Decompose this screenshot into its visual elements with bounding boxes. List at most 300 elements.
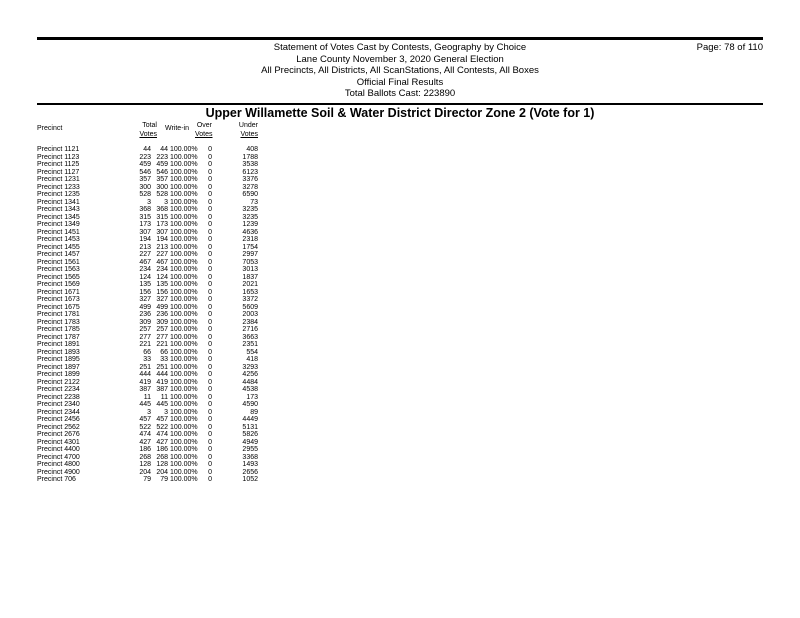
total-votes-cell: 474 bbox=[139, 431, 151, 438]
writein-votes-cell: 368 bbox=[156, 206, 168, 213]
writein-votes-cell: 186 bbox=[156, 446, 168, 453]
writein-percent-cell: 100.00% bbox=[170, 281, 198, 288]
precinct-cell: Precinct 1233 bbox=[37, 183, 80, 191]
table-row bbox=[37, 341, 337, 349]
total-votes-cell: 268 bbox=[139, 453, 151, 461]
over-votes-cell: 0 bbox=[208, 386, 212, 393]
over-votes-cell: 0 bbox=[208, 416, 212, 423]
total-votes-cell: 251 bbox=[139, 363, 151, 371]
total-votes-cell: 327 bbox=[139, 296, 151, 303]
under-votes-cell: 4484 bbox=[242, 378, 258, 386]
writein-percent-cell: 100.00% bbox=[170, 326, 198, 333]
table-row bbox=[37, 431, 337, 439]
total-votes-cell: 546 bbox=[139, 168, 151, 176]
over-votes-cell: 0 bbox=[208, 461, 212, 468]
col-header-over bbox=[195, 122, 212, 139]
precinct-cell: Precinct 1121 bbox=[37, 146, 80, 153]
total-votes-cell: 467 bbox=[139, 258, 151, 266]
precinct-cell: Precinct 2238 bbox=[37, 393, 80, 401]
total-votes-cell: 528 bbox=[139, 191, 151, 198]
precinct-cell: Precinct 2122 bbox=[37, 378, 80, 386]
total-votes-cell: 236 bbox=[139, 311, 151, 318]
precinct-cell: Precinct 1345 bbox=[37, 213, 80, 221]
total-votes-cell: 457 bbox=[139, 416, 151, 423]
writein-votes-cell: 444 bbox=[156, 371, 168, 378]
total-votes-cell: 135 bbox=[139, 281, 151, 288]
col-header-under-line2: Votes bbox=[240, 130, 258, 138]
under-votes-cell: 4590 bbox=[242, 401, 258, 408]
writein-percent-cell: 100.00% bbox=[170, 446, 198, 453]
under-votes-cell: 2318 bbox=[242, 236, 258, 243]
report-header bbox=[37, 42, 763, 102]
table-row bbox=[37, 161, 337, 169]
table-row bbox=[37, 191, 337, 199]
table-row bbox=[37, 326, 337, 334]
writein-percent-cell: 100.00% bbox=[170, 206, 198, 213]
under-votes-cell: 418 bbox=[246, 356, 258, 363]
writein-votes-cell: 236 bbox=[156, 311, 168, 318]
writein-votes-cell: 79 bbox=[160, 476, 168, 483]
under-votes-cell: 5609 bbox=[242, 303, 258, 311]
under-votes-cell: 3235 bbox=[242, 206, 258, 213]
col-header-total-line2: Votes bbox=[139, 130, 157, 138]
table-row bbox=[37, 356, 337, 364]
over-votes-cell: 0 bbox=[208, 408, 212, 416]
total-votes-cell: 66 bbox=[143, 348, 151, 356]
writein-votes-cell: 66 bbox=[160, 348, 168, 356]
under-votes-cell: 1653 bbox=[242, 288, 258, 296]
table-row bbox=[37, 214, 337, 222]
precinct-cell: Precinct 1785 bbox=[37, 326, 80, 333]
writein-percent-cell: 100.00% bbox=[170, 416, 198, 423]
writein-percent-cell: 100.00% bbox=[170, 153, 198, 161]
table-row bbox=[37, 154, 337, 162]
writein-percent-cell: 100.00% bbox=[170, 311, 198, 318]
over-votes-cell: 0 bbox=[208, 476, 212, 483]
over-votes-cell: 0 bbox=[208, 206, 212, 213]
table-row bbox=[37, 244, 337, 252]
table-row bbox=[37, 311, 337, 319]
under-votes-cell: 1754 bbox=[242, 243, 258, 251]
total-votes-cell: 459 bbox=[139, 161, 151, 168]
precinct-cell: Precinct 2234 bbox=[37, 386, 80, 393]
writein-votes-cell: 227 bbox=[156, 251, 168, 258]
under-votes-cell: 3235 bbox=[242, 213, 258, 221]
under-votes-cell: 4636 bbox=[242, 228, 258, 236]
precinct-cell: Precinct 1231 bbox=[37, 176, 80, 183]
total-votes-cell: 315 bbox=[139, 213, 151, 221]
over-votes-cell: 0 bbox=[208, 243, 212, 251]
header-line: Total Ballots Cast: 223890 bbox=[344, 88, 456, 99]
over-votes-cell: 0 bbox=[208, 303, 212, 311]
top-rule bbox=[37, 37, 763, 40]
over-votes-cell: 0 bbox=[208, 356, 212, 363]
precinct-cell: Precinct 1895 bbox=[37, 356, 80, 363]
under-votes-cell: 2716 bbox=[242, 326, 258, 333]
precinct-cell: Precinct 2344 bbox=[37, 408, 80, 416]
precinct-cell: Precinct 1893 bbox=[37, 348, 80, 356]
under-votes-cell: 1493 bbox=[242, 461, 258, 468]
table-row bbox=[37, 319, 337, 327]
col-header-over-line2: Votes bbox=[195, 130, 213, 138]
table-row bbox=[37, 169, 337, 177]
writein-percent-cell: 100.00% bbox=[170, 438, 198, 446]
under-votes-cell: 3372 bbox=[242, 296, 258, 303]
table-row bbox=[37, 469, 337, 477]
writein-votes-cell: 135 bbox=[156, 281, 168, 288]
table-row bbox=[37, 199, 337, 207]
writein-votes-cell: 251 bbox=[156, 363, 168, 371]
over-votes-cell: 0 bbox=[208, 251, 212, 258]
writein-percent-cell: 100.00% bbox=[170, 453, 198, 461]
over-votes-cell: 0 bbox=[208, 378, 212, 386]
precinct-cell: Precinct 1563 bbox=[37, 266, 80, 273]
under-votes-cell: 5131 bbox=[242, 423, 258, 431]
under-votes-cell: 3013 bbox=[242, 266, 258, 273]
writein-votes-cell: 300 bbox=[156, 183, 168, 191]
table-row bbox=[37, 416, 337, 424]
over-votes-cell: 0 bbox=[208, 468, 212, 476]
total-votes-cell: 194 bbox=[139, 236, 151, 243]
writein-percent-cell: 100.00% bbox=[170, 393, 198, 401]
over-votes-cell: 0 bbox=[208, 341, 212, 348]
total-votes-cell: 277 bbox=[139, 333, 151, 341]
writein-percent-cell: 100.00% bbox=[170, 318, 198, 326]
total-votes-cell: 33 bbox=[143, 356, 151, 363]
col-header-precinct: Precinct bbox=[37, 125, 63, 132]
under-votes-cell: 5826 bbox=[242, 431, 258, 438]
writein-votes-cell: 156 bbox=[156, 288, 168, 296]
writein-percent-cell: 100.00% bbox=[170, 168, 198, 176]
total-votes-cell: 11 bbox=[143, 393, 151, 401]
table-row bbox=[37, 274, 337, 282]
table-row bbox=[37, 476, 337, 484]
total-votes-cell: 213 bbox=[139, 243, 151, 251]
precinct-cell: Precinct 1781 bbox=[37, 311, 80, 318]
table-row bbox=[37, 229, 337, 237]
under-votes-cell: 7053 bbox=[242, 258, 258, 266]
total-votes-cell: 173 bbox=[139, 221, 151, 228]
writein-percent-cell: 100.00% bbox=[170, 333, 198, 341]
over-votes-cell: 0 bbox=[208, 168, 212, 176]
precinct-cell: Precinct 1127 bbox=[37, 168, 80, 176]
writein-percent-cell: 100.00% bbox=[170, 243, 198, 251]
writein-votes-cell: 234 bbox=[156, 266, 168, 273]
table-row bbox=[37, 454, 337, 462]
col-header-over-line1: Over bbox=[196, 122, 212, 129]
over-votes-cell: 0 bbox=[208, 273, 212, 281]
writein-percent-cell: 100.00% bbox=[170, 273, 198, 281]
writein-percent-cell: 100.00% bbox=[170, 236, 198, 243]
under-votes-cell: 2021 bbox=[242, 281, 258, 288]
over-votes-cell: 0 bbox=[208, 146, 212, 153]
precinct-cell: Precinct 2562 bbox=[37, 423, 80, 431]
precinct-cell: Precinct 1349 bbox=[37, 221, 80, 228]
over-votes-cell: 0 bbox=[208, 296, 212, 303]
table-row bbox=[37, 304, 337, 312]
under-votes-cell: 4256 bbox=[242, 371, 258, 378]
over-votes-cell: 0 bbox=[208, 213, 212, 221]
total-votes-cell: 124 bbox=[139, 273, 151, 281]
precinct-results-table bbox=[37, 146, 337, 484]
under-votes-cell: 4538 bbox=[242, 386, 258, 393]
precinct-cell: Precinct 1565 bbox=[37, 273, 80, 281]
under-votes-cell: 3293 bbox=[242, 363, 258, 371]
writein-votes-cell: 277 bbox=[156, 333, 168, 341]
under-votes-cell: 73 bbox=[250, 198, 258, 206]
writein-votes-cell: 257 bbox=[156, 326, 168, 333]
total-votes-cell: 204 bbox=[139, 468, 151, 476]
writein-votes-cell: 499 bbox=[156, 303, 168, 311]
writein-percent-cell: 100.00% bbox=[170, 228, 198, 236]
over-votes-cell: 0 bbox=[208, 393, 212, 401]
writein-percent-cell: 100.00% bbox=[170, 431, 198, 438]
writein-percent-cell: 100.00% bbox=[170, 221, 198, 228]
writein-percent-cell: 100.00% bbox=[170, 423, 198, 431]
under-votes-cell: 2997 bbox=[242, 251, 258, 258]
table-row bbox=[37, 386, 337, 394]
writein-percent-cell: 100.00% bbox=[170, 198, 198, 206]
writein-votes-cell: 3 bbox=[164, 408, 168, 416]
table-row bbox=[37, 266, 337, 274]
writein-percent-cell: 100.00% bbox=[170, 363, 198, 371]
table-row bbox=[37, 184, 337, 192]
writein-votes-cell: 204 bbox=[156, 468, 168, 476]
writein-votes-cell: 221 bbox=[156, 341, 168, 348]
writein-percent-cell: 100.00% bbox=[170, 161, 198, 168]
precinct-cell: Precinct 1125 bbox=[37, 161, 80, 168]
under-votes-cell: 4449 bbox=[242, 416, 258, 423]
over-votes-cell: 0 bbox=[208, 288, 212, 296]
over-votes-cell: 0 bbox=[208, 198, 212, 206]
total-votes-cell: 79 bbox=[143, 476, 151, 483]
total-votes-cell: 309 bbox=[139, 318, 151, 326]
under-votes-cell: 3663 bbox=[242, 333, 258, 341]
table-row bbox=[37, 281, 337, 289]
under-votes-cell: 554 bbox=[246, 348, 258, 356]
table-row bbox=[37, 409, 337, 417]
precinct-cell: Precinct 706 bbox=[37, 476, 76, 483]
writein-percent-cell: 100.00% bbox=[170, 303, 198, 311]
precinct-cell: Precinct 2340 bbox=[37, 401, 80, 408]
total-votes-cell: 234 bbox=[139, 266, 151, 273]
report-header-lines bbox=[37, 42, 763, 100]
table-row bbox=[37, 439, 337, 447]
writein-votes-cell: 457 bbox=[156, 416, 168, 423]
precinct-cell: Precinct 1453 bbox=[37, 236, 80, 243]
total-votes-cell: 223 bbox=[139, 153, 151, 161]
total-votes-cell: 307 bbox=[139, 228, 151, 236]
writein-votes-cell: 213 bbox=[156, 243, 168, 251]
over-votes-cell: 0 bbox=[208, 281, 212, 288]
under-votes-cell: 4949 bbox=[242, 438, 258, 446]
total-votes-cell: 444 bbox=[139, 371, 151, 378]
writein-votes-cell: 419 bbox=[156, 378, 168, 386]
precinct-cell: Precinct 2456 bbox=[37, 416, 80, 423]
writein-votes-cell: 3 bbox=[164, 198, 168, 206]
writein-percent-cell: 100.00% bbox=[170, 213, 198, 221]
over-votes-cell: 0 bbox=[208, 311, 212, 318]
col-header-writein: Write-in bbox=[165, 125, 189, 132]
writein-percent-cell: 100.00% bbox=[170, 461, 198, 468]
total-votes-cell: 357 bbox=[139, 176, 151, 183]
precinct-cell: Precinct 1451 bbox=[37, 228, 80, 236]
writein-percent-cell: 100.00% bbox=[170, 386, 198, 393]
total-votes-cell: 300 bbox=[139, 183, 151, 191]
writein-votes-cell: 427 bbox=[156, 438, 168, 446]
writein-percent-cell: 100.00% bbox=[170, 146, 198, 153]
total-votes-cell: 186 bbox=[139, 446, 151, 453]
writein-votes-cell: 44 bbox=[160, 146, 168, 153]
total-votes-cell: 427 bbox=[139, 438, 151, 446]
precinct-cell: Precinct 1457 bbox=[37, 251, 80, 258]
under-votes-cell: 408 bbox=[246, 146, 258, 153]
over-votes-cell: 0 bbox=[208, 161, 212, 168]
table-row bbox=[37, 176, 337, 184]
writein-votes-cell: 11 bbox=[160, 393, 168, 401]
table-row bbox=[37, 146, 337, 154]
over-votes-cell: 0 bbox=[208, 431, 212, 438]
precinct-cell: Precinct 4800 bbox=[37, 461, 80, 468]
col-header-total bbox=[137, 122, 157, 139]
under-votes-cell: 1052 bbox=[242, 476, 258, 483]
writein-percent-cell: 100.00% bbox=[170, 251, 198, 258]
over-votes-cell: 0 bbox=[208, 371, 212, 378]
writein-percent-cell: 100.00% bbox=[170, 476, 198, 483]
total-votes-cell: 128 bbox=[139, 461, 151, 468]
table-row bbox=[37, 364, 337, 372]
over-votes-cell: 0 bbox=[208, 183, 212, 191]
precinct-cell: Precinct 1787 bbox=[37, 333, 80, 341]
writein-percent-cell: 100.00% bbox=[170, 408, 198, 416]
over-votes-cell: 0 bbox=[208, 258, 212, 266]
table-row bbox=[37, 206, 337, 214]
table-row bbox=[37, 334, 337, 342]
over-votes-cell: 0 bbox=[208, 318, 212, 326]
header-line: Lane County November 3, 2020 General Election bbox=[296, 53, 504, 65]
precinct-cell: Precinct 1671 bbox=[37, 288, 80, 296]
under-votes-cell: 173 bbox=[246, 393, 258, 401]
writein-votes-cell: 528 bbox=[156, 191, 168, 198]
total-votes-cell: 257 bbox=[139, 326, 151, 333]
total-votes-cell: 44 bbox=[143, 146, 151, 153]
writein-percent-cell: 100.00% bbox=[170, 468, 198, 476]
precinct-cell: Precinct 1569 bbox=[37, 281, 80, 288]
header-line: All Precincts, All Districts, All ScanStations, All Contests, All Boxes bbox=[261, 65, 539, 76]
precinct-cell: Precinct 1343 bbox=[37, 206, 80, 213]
writein-percent-cell: 100.00% bbox=[170, 348, 198, 356]
under-votes-cell: 6590 bbox=[242, 191, 258, 198]
precinct-cell: Precinct 2676 bbox=[37, 431, 80, 438]
writein-votes-cell: 307 bbox=[156, 228, 168, 236]
under-votes-cell: 3538 bbox=[242, 161, 258, 168]
over-votes-cell: 0 bbox=[208, 221, 212, 228]
under-votes-cell: 1239 bbox=[242, 221, 258, 228]
total-votes-cell: 522 bbox=[139, 423, 151, 431]
under-votes-cell: 3278 bbox=[242, 183, 258, 191]
writein-votes-cell: 357 bbox=[156, 176, 168, 183]
precinct-cell: Precinct 1673 bbox=[37, 296, 80, 303]
under-votes-cell: 1788 bbox=[242, 153, 258, 161]
writein-votes-cell: 128 bbox=[156, 461, 168, 468]
writein-votes-cell: 33 bbox=[160, 356, 168, 363]
over-votes-cell: 0 bbox=[208, 176, 212, 183]
writein-percent-cell: 100.00% bbox=[170, 401, 198, 408]
writein-percent-cell: 100.00% bbox=[170, 258, 198, 266]
total-votes-cell: 419 bbox=[139, 378, 151, 386]
under-votes-cell: 3368 bbox=[242, 453, 258, 461]
under-votes-cell: 2656 bbox=[242, 468, 258, 476]
over-votes-cell: 0 bbox=[208, 153, 212, 161]
precinct-cell: Precinct 1341 bbox=[37, 198, 80, 206]
total-votes-cell: 445 bbox=[139, 401, 151, 408]
writein-votes-cell: 474 bbox=[156, 431, 168, 438]
writein-votes-cell: 467 bbox=[156, 258, 168, 266]
col-header-under bbox=[235, 122, 258, 139]
writein-votes-cell: 327 bbox=[156, 296, 168, 303]
table-row bbox=[37, 221, 337, 229]
writein-percent-cell: 100.00% bbox=[170, 266, 198, 273]
total-votes-cell: 368 bbox=[139, 206, 151, 213]
table-row bbox=[37, 349, 337, 357]
under-votes-cell: 3376 bbox=[242, 176, 258, 183]
precinct-cell: Precinct 1235 bbox=[37, 191, 80, 198]
header-line: Statement of Votes Cast by Contests, Geography by Choice bbox=[273, 42, 527, 53]
writein-votes-cell: 124 bbox=[156, 273, 168, 281]
under-votes-cell: 2955 bbox=[242, 446, 258, 453]
over-votes-cell: 0 bbox=[208, 363, 212, 371]
precinct-cell: Precinct 1561 bbox=[37, 258, 80, 266]
total-votes-cell: 387 bbox=[139, 386, 151, 393]
under-votes-cell: 89 bbox=[250, 408, 258, 416]
precinct-cell: Precinct 1455 bbox=[37, 243, 80, 251]
writein-votes-cell: 459 bbox=[156, 161, 168, 168]
table-row bbox=[37, 259, 337, 267]
precinct-cell: Precinct 1899 bbox=[37, 371, 80, 378]
precinct-cell: Precinct 1675 bbox=[37, 303, 80, 311]
writein-percent-cell: 100.00% bbox=[170, 371, 198, 378]
precinct-cell: Precinct 4900 bbox=[37, 468, 80, 476]
table-row bbox=[37, 379, 337, 387]
writein-votes-cell: 546 bbox=[156, 168, 168, 176]
writein-percent-cell: 100.00% bbox=[170, 356, 198, 363]
table-row bbox=[37, 424, 337, 432]
precinct-cell: Precinct 1123 bbox=[37, 153, 80, 161]
under-votes-cell: 2351 bbox=[242, 341, 258, 348]
writein-votes-cell: 445 bbox=[156, 401, 168, 408]
table-row bbox=[37, 296, 337, 304]
writein-votes-cell: 315 bbox=[156, 213, 168, 221]
precinct-cell: Precinct 1897 bbox=[37, 363, 80, 371]
table-row bbox=[37, 289, 337, 297]
under-votes-cell: 6123 bbox=[242, 168, 258, 176]
precinct-cell: Precinct 1891 bbox=[37, 341, 80, 348]
total-votes-cell: 221 bbox=[139, 341, 151, 348]
precinct-cell: Precinct 4301 bbox=[37, 438, 80, 446]
table-row bbox=[37, 371, 337, 379]
writein-votes-cell: 268 bbox=[156, 453, 168, 461]
table-row bbox=[37, 401, 337, 409]
over-votes-cell: 0 bbox=[208, 446, 212, 453]
writein-percent-cell: 100.00% bbox=[170, 288, 198, 296]
table-row bbox=[37, 236, 337, 244]
contest-title: Upper Willamette Soil & Water District Director Zone 2 (Vote for 1) bbox=[205, 106, 595, 120]
writein-votes-cell: 223 bbox=[156, 153, 168, 161]
header-line: Official Final Results bbox=[356, 76, 444, 88]
over-votes-cell: 0 bbox=[208, 423, 212, 431]
writein-percent-cell: 100.00% bbox=[170, 341, 198, 348]
precinct-cell: Precinct 4400 bbox=[37, 446, 80, 453]
